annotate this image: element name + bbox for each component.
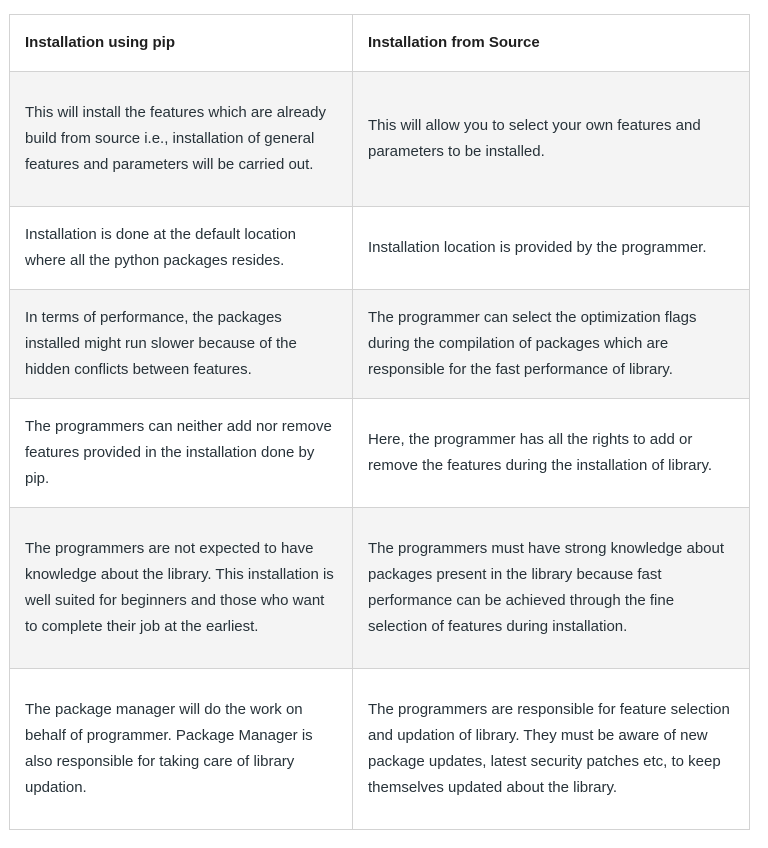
- cell-pip: This will install the features which are already build from source i.e., installation of general features and parameters will be carried out.: [10, 72, 353, 207]
- table-row: [10, 669, 750, 830]
- cell-source: Here, the programmer has all the rights to add or remove the features during the installation of library.: [353, 399, 750, 508]
- cell-source: The programmers are responsible for feature selection and updation of library. They must be aware of new package updates, latest security patches etc, to keep themselves updated about the library.: [353, 669, 750, 830]
- cell-source: This will allow you to select your own features and parameters to be installed.: [353, 72, 750, 207]
- table-header-row: [10, 15, 750, 72]
- cell-pip: The programmers can neither add nor remove features provided in the installation done by pip.: [10, 399, 353, 508]
- cell-source: The programmers must have strong knowledge about packages present in the library because fast performance can be achieved through the fine selection of features during installation.: [353, 508, 750, 669]
- comparison-table-container: [9, 14, 749, 830]
- table-row: [10, 399, 750, 508]
- cell-pip: In terms of performance, the packages installed might run slower because of the hidden conflicts between features.: [10, 290, 353, 399]
- table-row: [10, 72, 750, 207]
- table-row: [10, 207, 750, 290]
- cell-source: Installation location is provided by the programmer.: [353, 207, 750, 290]
- comparison-table: [9, 14, 750, 830]
- cell-pip: The package manager will do the work on behalf of programmer. Package Manager is also responsible for taking care of library updation.: [10, 669, 353, 830]
- table-row: [10, 290, 750, 399]
- header-pip: Installation using pip: [10, 15, 353, 72]
- cell-pip: The programmers are not expected to have knowledge about the library. This installation is well suited for beginners and those who want to complete their job at the earliest.: [10, 508, 353, 669]
- cell-pip: Installation is done at the default location where all the python packages resides.: [10, 207, 353, 290]
- header-source: Installation from Source: [353, 15, 750, 72]
- cell-source: The programmer can select the optimization flags during the compilation of packages which are responsible for the fast performance of library.: [353, 290, 750, 399]
- table-row: [10, 508, 750, 669]
